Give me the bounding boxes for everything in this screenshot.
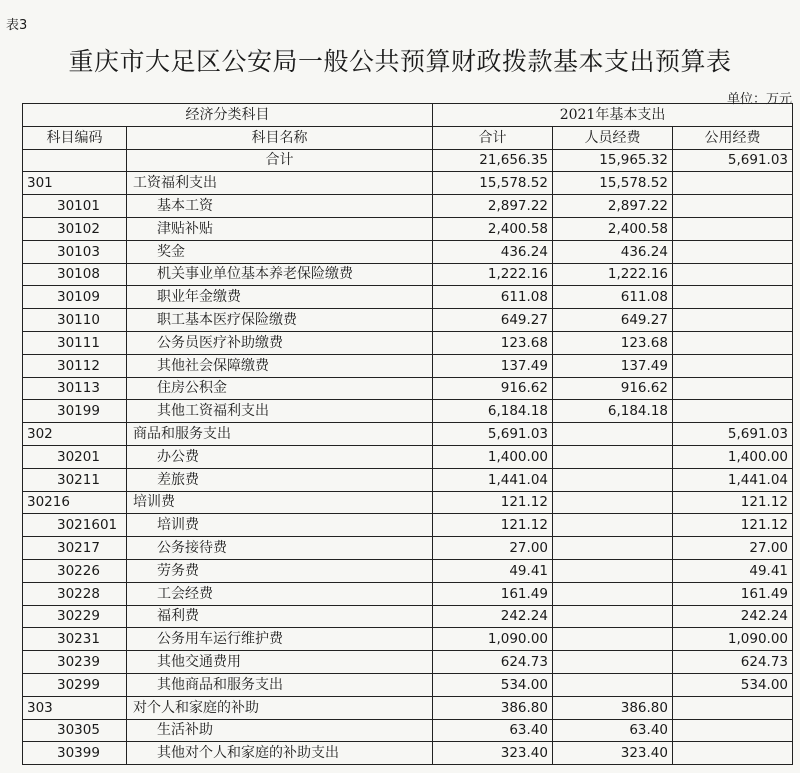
row-public — [673, 354, 793, 377]
row-name: 培训费 — [127, 514, 433, 537]
row-public: 121.12 — [673, 491, 793, 514]
row-name: 差旅费 — [127, 468, 433, 491]
row-code: 30103 — [23, 240, 127, 263]
row-personnel: 15,578.52 — [553, 172, 673, 195]
header-row-2 — [23, 126, 793, 149]
row-code: 303 — [23, 696, 127, 719]
table-row — [23, 514, 793, 537]
row-personnel — [553, 582, 673, 605]
row-total: 49.41 — [433, 559, 553, 582]
table-row — [23, 491, 793, 514]
table-row — [23, 673, 793, 696]
row-personnel — [553, 537, 673, 560]
table-row — [23, 468, 793, 491]
row-personnel: 63.40 — [553, 719, 673, 742]
table-row — [23, 240, 793, 263]
header-code: 科目编码 — [23, 126, 127, 149]
row-personnel — [553, 514, 673, 537]
row-public — [673, 263, 793, 286]
row-total: 1,222.16 — [433, 263, 553, 286]
row-public: 242.24 — [673, 605, 793, 628]
total-label: 合计 — [127, 149, 433, 172]
row-name: 住房公积金 — [127, 377, 433, 400]
row-personnel: 649.27 — [553, 309, 673, 332]
row-code: 30201 — [23, 445, 127, 468]
table-row — [23, 309, 793, 332]
unit-label: 单位：万元 — [726, 92, 792, 107]
table-row — [23, 286, 793, 309]
row-total: 386.80 — [433, 696, 553, 719]
row-code: 30111 — [23, 331, 127, 354]
row-total: 624.73 — [433, 651, 553, 674]
row-total: 27.00 — [433, 537, 553, 560]
row-public — [673, 696, 793, 719]
row-code: 30226 — [23, 559, 127, 582]
row-code: 30102 — [23, 217, 127, 240]
row-name: 其他社会保障缴费 — [127, 354, 433, 377]
row-code: 30239 — [23, 651, 127, 674]
row-name: 机关事业单位基本养老保险缴费 — [127, 263, 433, 286]
header-year-col: 2021年基本支出 — [433, 104, 793, 127]
row-code: 30231 — [23, 628, 127, 651]
row-personnel: 323.40 — [553, 742, 673, 765]
row-personnel — [553, 628, 673, 651]
page-title: 重庆市大足区公安局一般公共预算财政拨款基本支出预算表 — [68, 47, 732, 76]
row-personnel: 137.49 — [553, 354, 673, 377]
row-name: 津贴补贴 — [127, 217, 433, 240]
row-code: 30229 — [23, 605, 127, 628]
row-code: 30305 — [23, 719, 127, 742]
row-public — [673, 377, 793, 400]
row-name: 办公费 — [127, 445, 433, 468]
row-total: 323.40 — [433, 742, 553, 765]
row-total: 649.27 — [433, 309, 553, 332]
row-code: 30112 — [23, 354, 127, 377]
row-personnel: 386.80 — [553, 696, 673, 719]
row-name: 其他对个人和家庭的补助支出 — [127, 742, 433, 765]
header-row-1 — [23, 104, 793, 127]
row-public: 27.00 — [673, 537, 793, 560]
row-code: 30199 — [23, 400, 127, 423]
row-total: 63.40 — [433, 719, 553, 742]
row-name: 其他交通费用 — [127, 651, 433, 674]
row-personnel: 916.62 — [553, 377, 673, 400]
row-name: 工会经费 — [127, 582, 433, 605]
row-personnel: 2,897.22 — [553, 195, 673, 218]
table-row — [23, 217, 793, 240]
row-name: 公务接待费 — [127, 537, 433, 560]
row-code: 3021601 — [23, 514, 127, 537]
table-row — [23, 628, 793, 651]
table-row — [23, 651, 793, 674]
row-total: 161.49 — [433, 582, 553, 605]
total-row — [23, 149, 793, 172]
row-total: 123.68 — [433, 331, 553, 354]
row-code: 30110 — [23, 309, 127, 332]
row-public — [673, 331, 793, 354]
table-row — [23, 445, 793, 468]
row-personnel: 436.24 — [553, 240, 673, 263]
row-total: 242.24 — [433, 605, 553, 628]
row-code: 30217 — [23, 537, 127, 560]
row-total: 1,090.00 — [433, 628, 553, 651]
row-personnel — [553, 651, 673, 674]
table-row — [23, 559, 793, 582]
header-name: 科目名称 — [127, 126, 433, 149]
row-code: 30216 — [23, 491, 127, 514]
total-personnel: 15,965.32 — [553, 149, 673, 172]
row-code: 30299 — [23, 673, 127, 696]
row-public: 624.73 — [673, 651, 793, 674]
row-code: 30228 — [23, 582, 127, 605]
row-name: 工资福利支出 — [127, 172, 433, 195]
header-public: 公用经费 — [673, 126, 793, 149]
table-row — [23, 719, 793, 742]
row-name: 职业年金缴费 — [127, 286, 433, 309]
row-code: 302 — [23, 423, 127, 446]
table-row — [23, 263, 793, 286]
row-public — [673, 742, 793, 765]
header-personnel: 人员经费 — [553, 126, 673, 149]
table-row — [23, 605, 793, 628]
table-row — [23, 696, 793, 719]
table-row — [23, 423, 793, 446]
row-personnel: 123.68 — [553, 331, 673, 354]
table-row — [23, 354, 793, 377]
row-total: 534.00 — [433, 673, 553, 696]
row-public: 1,090.00 — [673, 628, 793, 651]
row-total: 1,441.04 — [433, 468, 553, 491]
row-name: 奖金 — [127, 240, 433, 263]
row-total: 916.62 — [433, 377, 553, 400]
row-personnel — [553, 423, 673, 446]
row-public: 1,441.04 — [673, 468, 793, 491]
table-row — [23, 172, 793, 195]
row-code: 30113 — [23, 377, 127, 400]
header-total: 合计 — [433, 126, 553, 149]
row-personnel: 6,184.18 — [553, 400, 673, 423]
row-name: 对个人和家庭的补助 — [127, 696, 433, 719]
table-row — [23, 400, 793, 423]
row-code: 30211 — [23, 468, 127, 491]
row-name: 其他商品和服务支出 — [127, 673, 433, 696]
row-total: 121.12 — [433, 514, 553, 537]
row-public: 5,691.03 — [673, 423, 793, 446]
total-code-cell — [23, 149, 127, 172]
row-total: 2,400.58 — [433, 217, 553, 240]
table-number-label: 表3 — [6, 18, 28, 33]
row-name: 培训费 — [127, 491, 433, 514]
row-public — [673, 240, 793, 263]
row-public — [673, 719, 793, 742]
row-personnel: 2,400.58 — [553, 217, 673, 240]
row-public — [673, 309, 793, 332]
table-row — [23, 582, 793, 605]
table-row — [23, 331, 793, 354]
table-row — [23, 742, 793, 765]
row-total: 15,578.52 — [433, 172, 553, 195]
row-total: 611.08 — [433, 286, 553, 309]
header-econ-class: 经济分类科目 — [23, 104, 433, 127]
row-public — [673, 286, 793, 309]
row-total: 436.24 — [433, 240, 553, 263]
table-row — [23, 195, 793, 218]
row-code: 30108 — [23, 263, 127, 286]
row-personnel — [553, 673, 673, 696]
total-total: 21,656.35 — [433, 149, 553, 172]
row-total: 1,400.00 — [433, 445, 553, 468]
row-personnel — [553, 559, 673, 582]
row-name: 公务用车运行维护费 — [127, 628, 433, 651]
table-row — [23, 377, 793, 400]
row-name: 职工基本医疗保险缴费 — [127, 309, 433, 332]
row-name: 生活补助 — [127, 719, 433, 742]
row-public — [673, 195, 793, 218]
row-personnel — [553, 468, 673, 491]
row-code: 301 — [23, 172, 127, 195]
row-total: 6,184.18 — [433, 400, 553, 423]
row-personnel — [553, 605, 673, 628]
row-total: 121.12 — [433, 491, 553, 514]
row-name: 基本工资 — [127, 195, 433, 218]
row-personnel: 1,222.16 — [553, 263, 673, 286]
row-name: 福利费 — [127, 605, 433, 628]
row-personnel: 611.08 — [553, 286, 673, 309]
row-code: 30101 — [23, 195, 127, 218]
row-public — [673, 217, 793, 240]
row-name: 商品和服务支出 — [127, 423, 433, 446]
row-public — [673, 400, 793, 423]
row-public: 121.12 — [673, 514, 793, 537]
row-personnel — [553, 491, 673, 514]
row-public: 1,400.00 — [673, 445, 793, 468]
row-public: 161.49 — [673, 582, 793, 605]
row-code: 30109 — [23, 286, 127, 309]
row-public: 534.00 — [673, 673, 793, 696]
row-total: 2,897.22 — [433, 195, 553, 218]
total-public: 5,691.03 — [673, 149, 793, 172]
row-public — [673, 172, 793, 195]
table-row — [23, 537, 793, 560]
row-name: 公务员医疗补助缴费 — [127, 331, 433, 354]
row-total: 137.49 — [433, 354, 553, 377]
row-name: 劳务费 — [127, 559, 433, 582]
row-name: 其他工资福利支出 — [127, 400, 433, 423]
budget-table — [22, 103, 793, 765]
row-code: 30399 — [23, 742, 127, 765]
row-public: 49.41 — [673, 559, 793, 582]
row-personnel — [553, 445, 673, 468]
row-total: 5,691.03 — [433, 423, 553, 446]
